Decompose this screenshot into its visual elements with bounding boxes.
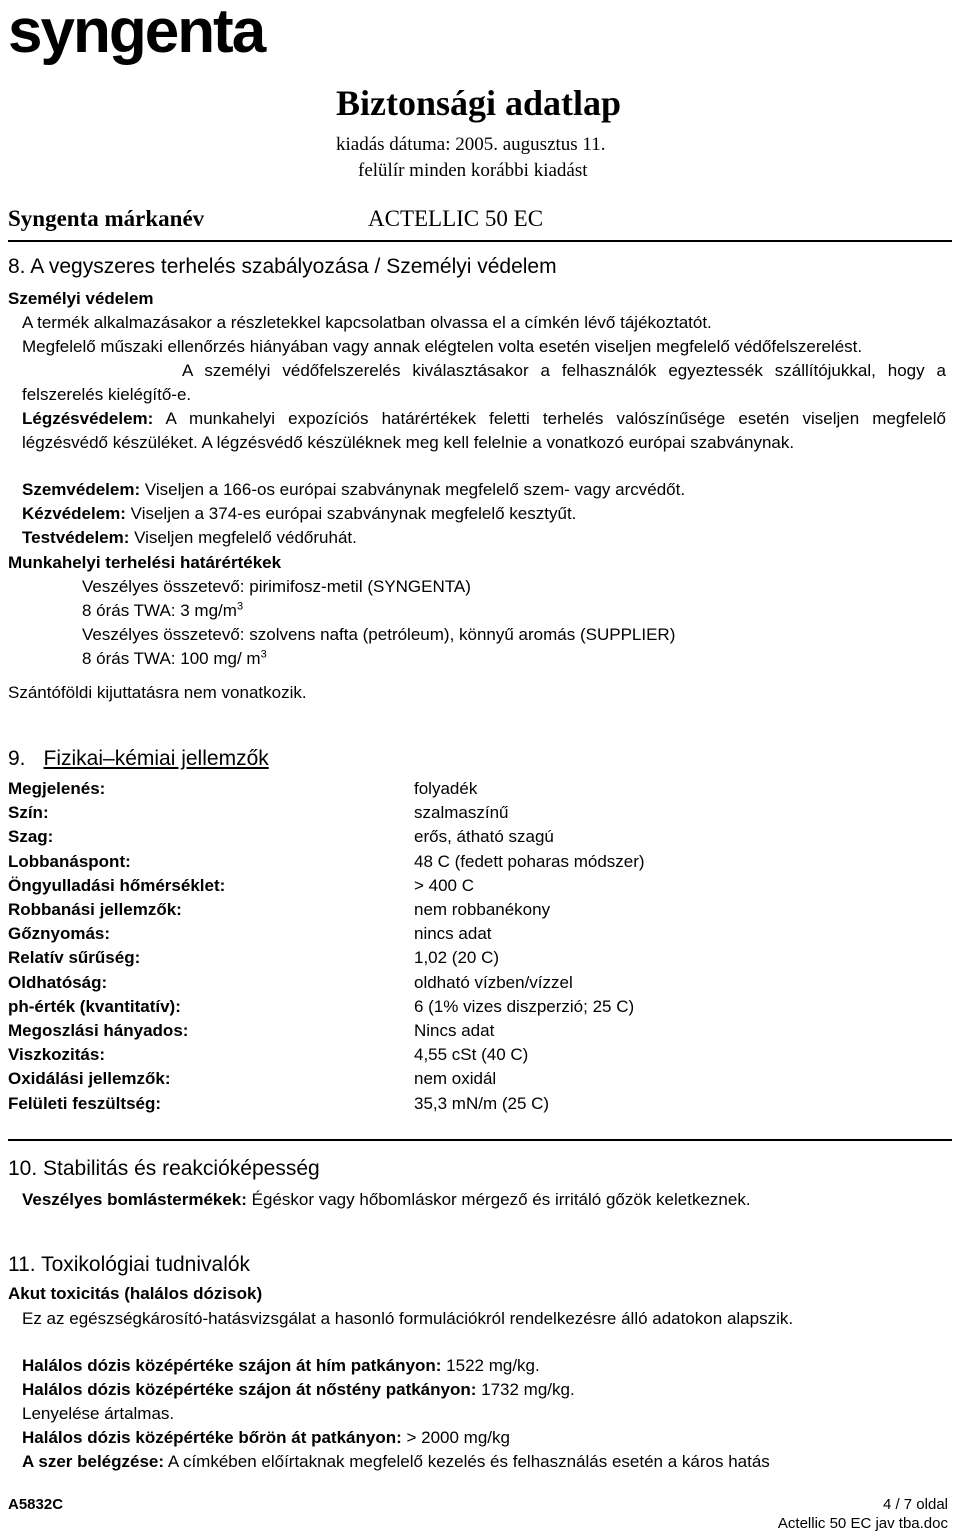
respiratory-protection — [22, 407, 946, 455]
brand-label: Syngenta márkanév — [8, 206, 205, 231]
ld50-oral-female-value: 1732 mg/kg. — [476, 1380, 575, 1399]
property-value: > 400 C — [414, 876, 475, 895]
property-label: Öngyulladási hőmérséklet: — [8, 876, 226, 895]
component-1: Veszélyes összetevő: pirimifosz-metil (SYNGENTA) — [82, 577, 471, 596]
property-value: oldható vízben/vízzel — [414, 973, 573, 992]
acute-toxicity-heading: Akut toxicitás (halálos dózisok) — [8, 1284, 263, 1303]
property-label: Felületi feszültség: — [8, 1094, 162, 1113]
property-label: Szag: — [8, 827, 54, 846]
property-label: Oldhatóság: — [8, 973, 108, 992]
property-value: 35,3 mN/m (25 C) — [414, 1094, 550, 1113]
engineering-controls-text: Megfelelő műszaki ellenőrzés hiányában vagy annak elégtelen volta esetén viseljen megfelelő védőfelszerelést. — [22, 337, 863, 356]
component-1-twa-value: 8 órás TWA: 3 mg/m — [82, 601, 237, 620]
hand-protection — [22, 504, 576, 524]
ld50-oral-male — [22, 1356, 540, 1376]
respiratory-text: A munkahelyi expozíciós határértékek feletti terhelés valószínűsége esetén viseljen megfelelő légzésvédő készüléket. A légzésvédő készüléknek meg kell felelnie a vonatkozó európai szabványnak. — [22, 409, 946, 452]
personal-protection-heading: Személyi védelem — [8, 289, 154, 308]
ld50-dermal — [22, 1428, 510, 1448]
section-9-title — [8, 747, 269, 771]
property-value: Nincs adat — [414, 1021, 495, 1040]
ld50-oral-male-value: 1522 mg/kg. — [441, 1356, 540, 1375]
component-2-twa-value: 8 órás TWA: 100 mg/ m — [82, 649, 261, 668]
property-label: Relatív sűrűség: — [8, 948, 141, 967]
property-value: 48 C (fedett poharas módszer) — [414, 852, 645, 871]
acute-toxicity-text: Ez az egészségkárosító-hatásvizsgálat a hasonló formulációkról rendelkezésre álló adatokon alapszik. — [22, 1309, 794, 1328]
file-name: Actellic 50 EC jav tba.doc — [777, 1515, 948, 1532]
section-8-title: 8. A vegyszeres terhelés szabályozása / Személyi védelem — [8, 255, 557, 278]
section-9-divider — [8, 1139, 952, 1141]
property-label: Szín: — [8, 803, 49, 822]
property-value: erős, átható szagú — [414, 827, 554, 846]
label-info-line: A termék alkalmazásakor a részletekkel kapcsolatban olvassa el a címkén lévő tájékoztatót. — [22, 313, 712, 332]
property-label: Megjelenés: — [8, 779, 106, 798]
property-label: ph-érték (kvantitatív): — [8, 997, 181, 1016]
ppe-selection-text — [22, 359, 946, 407]
property-value: folyadék — [414, 779, 478, 798]
component-1-twa — [82, 601, 243, 621]
property-label: Robbanási jellemzők: — [8, 900, 182, 919]
property-value: nem robbanékony — [414, 900, 551, 919]
section-11-title: 11. Toxikológiai tudnivalók — [8, 1253, 251, 1276]
field-application-note: Szántóföldi kijuttatásra nem vonatkozik. — [8, 683, 307, 702]
property-value: 6 (1% vizes diszperzió; 25 C) — [414, 997, 635, 1016]
document-title: Biztonsági adatlap — [336, 83, 622, 123]
section-9-title-text: Fizikai–kémiai jellemzők — [43, 747, 269, 770]
ppe-selection-span: A személyi védőfelszerelés kiválasztásakor a felhasználók egyeztessék szállítójukkal, hogy a felszerelés kielégítő-e. — [22, 361, 946, 404]
body-text: Viseljen megfelelő védőruhát. — [129, 528, 357, 547]
decomposition-text: Égéskor vagy hőbomláskor mérgező és irritáló gőzök keletkeznek. — [246, 1190, 751, 1209]
decomposition-label: Veszélyes bomlástermékek: — [22, 1190, 247, 1209]
inhalation-label: A szer belégzése: — [22, 1452, 165, 1471]
component-2-twa — [82, 649, 267, 669]
component-2-twa-sup: 3 — [260, 648, 267, 661]
property-value: 1,02 (20 C) — [414, 948, 500, 967]
eye-label: Szemvédelem: — [22, 480, 141, 499]
hand-text: Viseljen a 374-es európai szabványnak megfelelő kesztyűt. — [125, 504, 577, 523]
ld50-oral-female-label: Halálos dózis középértéke szájon át nőstény patkányon: — [22, 1380, 477, 1399]
page-number: 4 / 7 oldal — [882, 1496, 948, 1513]
property-label: Megoszlási hányados: — [8, 1021, 189, 1040]
header-divider — [8, 240, 952, 242]
ld50-dermal-value: > 2000 mg/kg — [401, 1428, 510, 1447]
respiratory-label: Légzésvédelem: — [22, 409, 154, 428]
component-2: Veszélyes összetevő: szolvens nafta (petróleum), könnyű aromás (SUPPLIER) — [82, 625, 676, 644]
oel-heading: Munkahelyi terhelési határértékek — [8, 553, 282, 572]
body-label: Testvédelem: — [22, 528, 130, 547]
property-label: Viszkozitás: — [8, 1045, 106, 1064]
ld50-dermal-label: Halálos dózis középértéke bőrön át patkányon: — [22, 1428, 402, 1447]
property-value: szalmaszínű — [414, 803, 509, 822]
property-label: Oxidálási jellemzők: — [8, 1069, 171, 1088]
property-label: Lobbanáspont: — [8, 852, 131, 871]
section-9-number: 9. — [8, 747, 26, 770]
property-value: nincs adat — [414, 924, 492, 943]
ld50-oral-male-label: Halálos dózis középértéke szájon át hím patkányon: — [22, 1356, 442, 1375]
hazardous-decomposition — [22, 1190, 751, 1210]
hand-label: Kézvédelem: — [22, 504, 126, 523]
inhalation-text: A címkében előírtaknak megfelelő kezelés és felhasználás esetén a káros hatás — [164, 1452, 770, 1471]
component-1-twa-sup: 3 — [236, 600, 244, 613]
document-code: A5832C — [8, 1496, 64, 1513]
property-value: nem oxidál — [414, 1069, 497, 1088]
property-label: Gőznyomás: — [8, 924, 111, 943]
product-name: ACTELLIC 50 EC — [368, 206, 544, 231]
inhalation — [22, 1452, 770, 1472]
issue-date: kiadás dátuma: 2005. augusztus 11. — [336, 134, 606, 155]
ld50-oral-female — [22, 1380, 575, 1400]
body-protection — [22, 528, 357, 548]
property-value: 4,55 cSt (40 C) — [414, 1045, 529, 1064]
swallow-note: Lenyelése ártalmas. — [22, 1404, 175, 1423]
eye-text: Viseljen a 166-os európai szabványnak megfelelő szem- vagy arcvédőt. — [140, 480, 686, 499]
syngenta-logo: syngenta — [8, 0, 265, 66]
eye-protection — [22, 480, 685, 500]
supersedes-note: felülír minden korábbi kiadást — [358, 160, 588, 181]
section-10-title: 10. Stabilitás és reakcióképesség — [8, 1157, 320, 1180]
